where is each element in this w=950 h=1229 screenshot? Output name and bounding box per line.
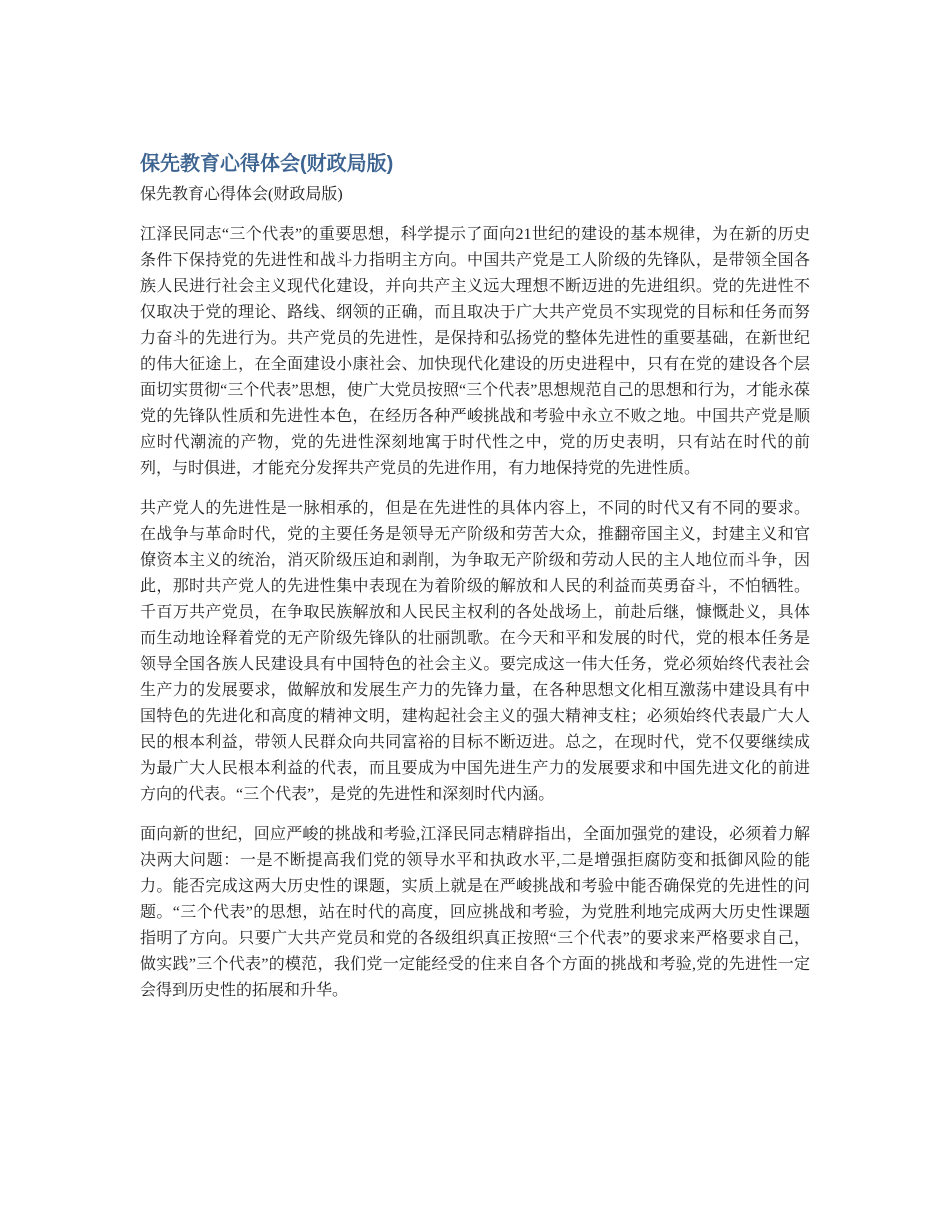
paragraph-2: 共产党人的先进性是一脉相承的，但是在先进性的具体内容上，不同的时代又有不同的要求。在战争与革命时代，党的主要任务是领导无产阶级和劳苦大众，推翻帝国主义，封建主义和官僚资本主义的统治，消灭阶级压迫和剥削，为争取无产阶级和劳动人民的主人地位而斗争，因此，那时共产党人的先进性集中表现在为着阶级的解放和人民的利益而英勇奋斗，不怕牺牲。千百万共产党员，在争取民族解放和人民民主权利的各处战场上，前赴后继，慷慨赴义，具体而生动地诠释着党的无产阶级先锋队的壮丽凯歌。在今天和平和发展的时代，党的根本任务是领导全国各族人民建设具有中国特色的社会主义。要完成这一伟大任务，党必须始终代表社会生产力的发展要求，做解放和发展生产力的先锋力量，在各种思想文化相互激荡中建设具有中国特色的先进化和高度的精神文明，建构起社会主义的强大精神支柱；必须始终代表最广大人民的根本利益，带领人民群众向共同富裕的目标不断迈进。总之，在现时代，党不仅要继续成为最广大人民根本利益的代表，而且要成为中国先进生产力的发展要求和中国先进文化的前进方向的代表。“三个代表”，是党的先进性和深刻时代内涵。 xyxy=(140,500,810,803)
document-page xyxy=(140,150,810,1018)
document-subtitle: 保先教育心得体会(财政局版) xyxy=(140,186,343,203)
paragraph-1: 江泽民同志“三个代表”的重要思想，科学提示了面向21世纪的建设的基本规律，为在新的历史条件下保持党的先进性和战斗力指明主方向。中国共产党是工人阶级的先锋队，是带领全国各族人民进行社会主义现代化建设，并向共产主义远大理想不断迈进的先进组织。党的先进性不仅取决于党的理论、路线、纲领的正确，而且取决于广大共产党员不实现党的目标和任务而努力奋斗的先进行为。共产党员的先进性，是保持和弘扬党的整体先进性的重要基础，在新世纪的伟大征途上，在全面建设小康社会、加快现代化建设的历史进程中，只有在党的建设各个层面切实贯彻“三个代表”思想，使广大党员按照“三个代表”思想规范自己的思想和行为，才能永葆党的先锋队性质和先进性本色，在经历各种严峻挑战和考验中永立不败之地。中国共产党是顺应时代潮流的产物，党的先进性深刻地寓于时代性之中，党的历史表明，只有站在时代的前列，与时俱进，才能充分发挥共产党员的先进作用，有力地保持党的先进性质。 xyxy=(140,226,810,477)
document-title: 保先教育心得体会(财政局版) xyxy=(140,153,394,175)
paragraph-3: 面向新的世纪，回应严峻的挑战和考验,江泽民同志精辟指出，全面加强党的建设，必须着力解决两大问题：一是不断提高我们党的领导水平和执政水平,二是增强拒腐防变和抵御风险的能力。能否完成这两大历史性的课题，实质上就是在严峻挑战和考验中能否确保党的先进性的问题。“三个代表”的思想，站在时代的高度，回应挑战和考验，为党胜利地完成两大历史性课题指明了方向。只要广大共产党员和党的各级组织真正按照“三个代表”的要求来严格要求自己，做实践”三个代表”的模范，我们党一定能经受的住来自各个方面的挑战和考验,党的先进性一定会得到历史性的拓展和升华。 xyxy=(140,826,810,999)
